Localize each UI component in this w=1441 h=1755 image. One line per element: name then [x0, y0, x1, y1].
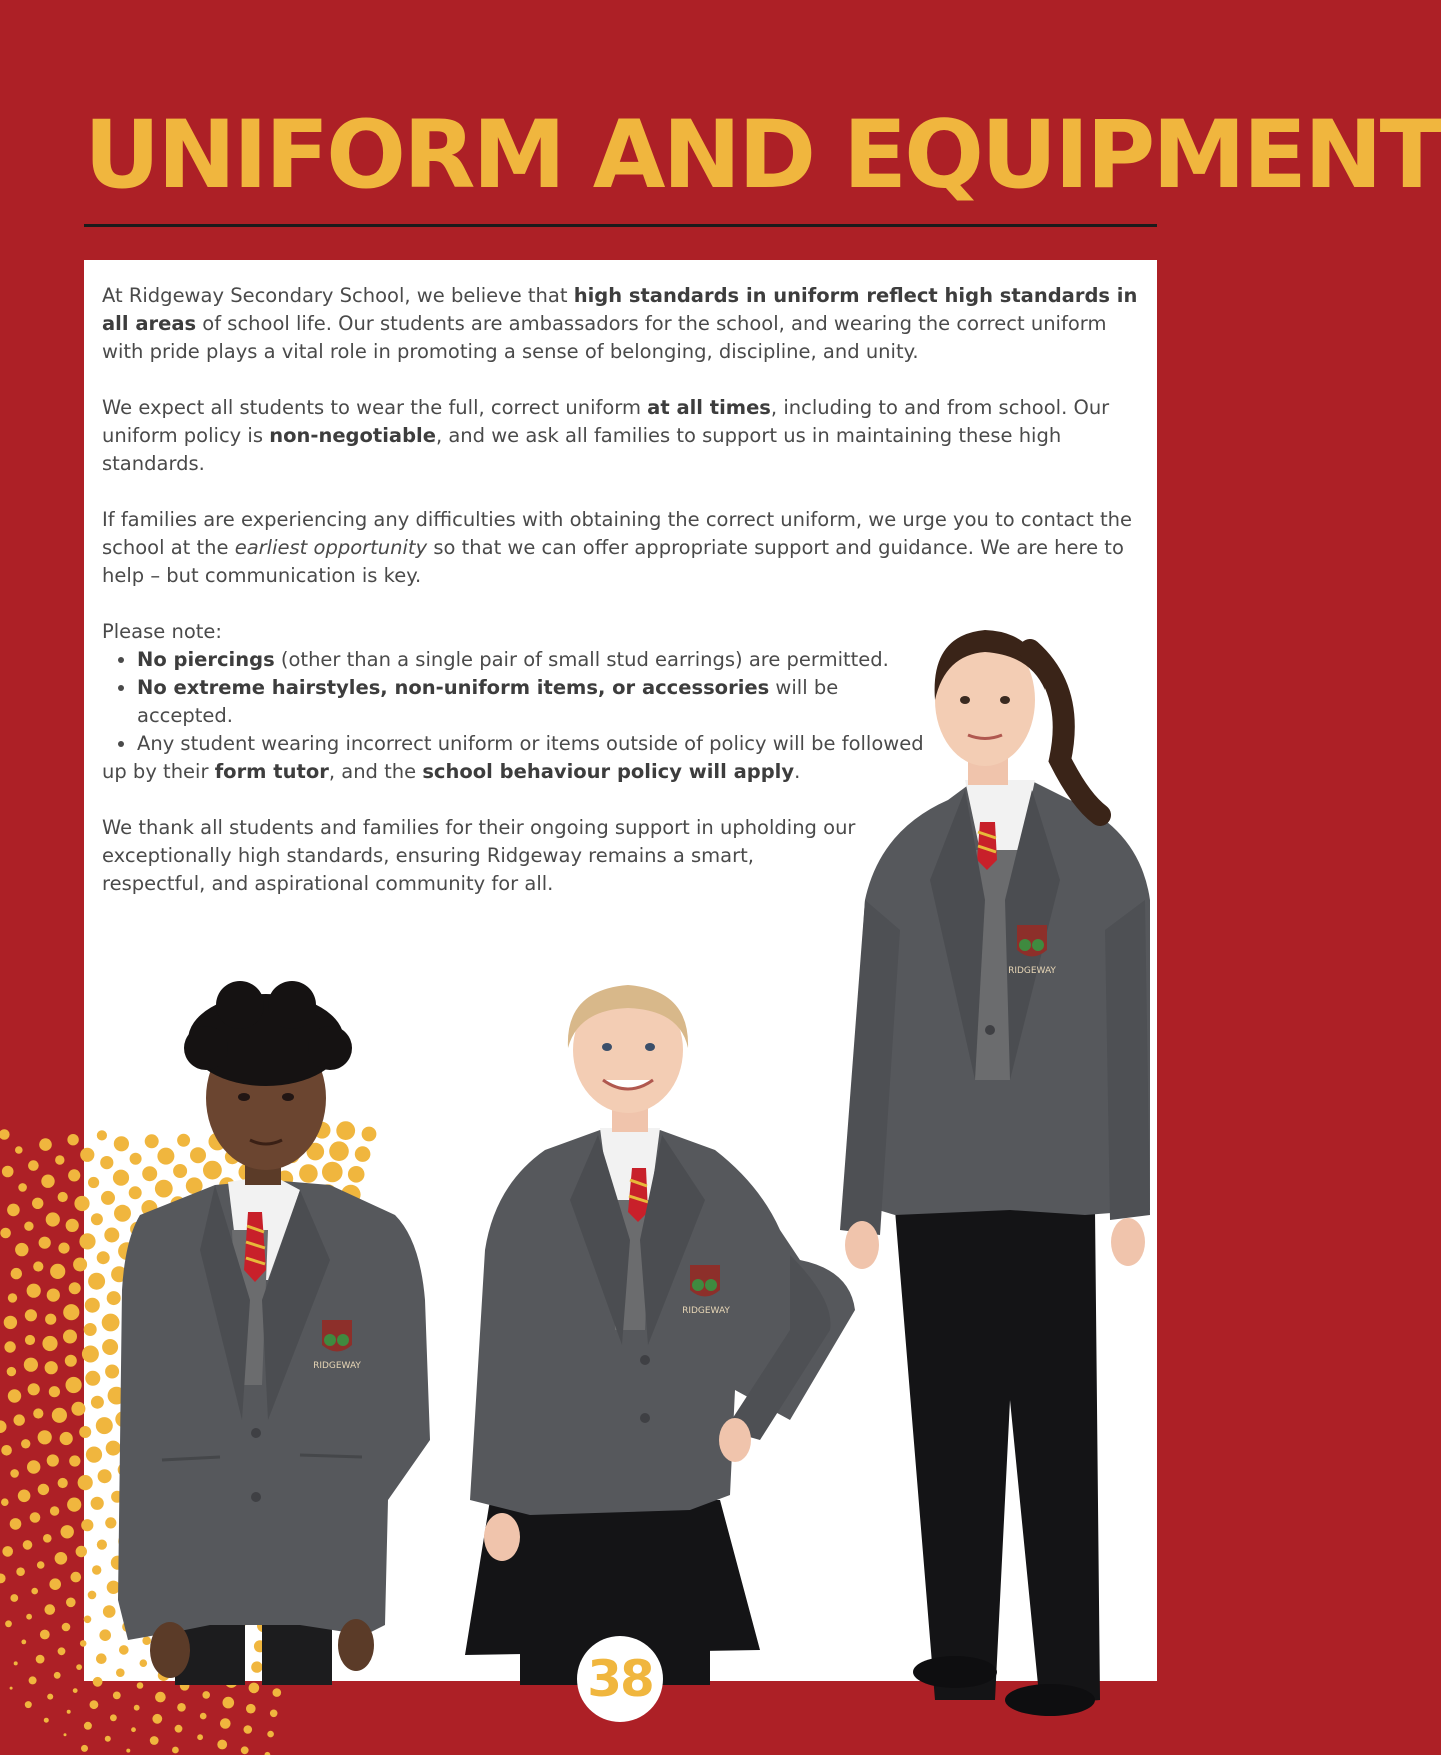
student-girl-figure: [465, 985, 855, 1685]
girl-crest-label: RIDGEWAY: [682, 1306, 730, 1316]
note-section: [102, 618, 932, 786]
support-paragraph: If families are experiencing any difficulties with obtaining the correct uniform, we urge you to contact the school at the earliest opportunity so that we can offer appropriate support and guidance. We are here to help – but communication is key.: [102, 508, 1133, 587]
student-boy-figure: [118, 981, 430, 1685]
list-item: • Any student wearing incorrect uniform or items outside of policy will be followed: [137, 730, 932, 758]
note-continuation: up by their form tutor, and the school behaviour policy will apply.: [102, 760, 801, 783]
intro-paragraph: At Ridgeway Secondary School, we believe that high standards in uniform reflect high standards in all areas of school life. Our students are ambassadors for the school, and wearing the correct uniform with pride plays a vital role in promoting a sense of belonging, discipline, and unity.: [102, 284, 1138, 363]
note-list: [102, 646, 932, 758]
closing-paragraph: We thank all students and families for their ongoing support in upholding our exceptionally high standards, ensuring Ridgeway remains a smart, respectful, and aspirational community for all.: [102, 816, 856, 895]
page-number: 38: [577, 1636, 663, 1722]
teen-crest-label: RIDGEWAY: [1008, 966, 1056, 976]
list-item: • No piercings (other than a single pair of small stud earrings) are permitted.: [137, 646, 932, 674]
note-heading: Please note:: [102, 620, 222, 643]
boy-crest-label: RIDGEWAY: [313, 1361, 361, 1371]
page-title: UNIFORM AND EQUIPMENT: [84, 101, 1441, 210]
list-item: • No extreme hairstyles, non-uniform items, or accessories will be accepted.: [137, 674, 932, 730]
expectation-paragraph: We expect all students to wear the full, correct uniform at all times, including to and from school. Our uniform policy is non-negotiable, and we ask all families to support us in maintaining these high standards.: [102, 396, 1110, 475]
body-text: [102, 282, 1142, 926]
